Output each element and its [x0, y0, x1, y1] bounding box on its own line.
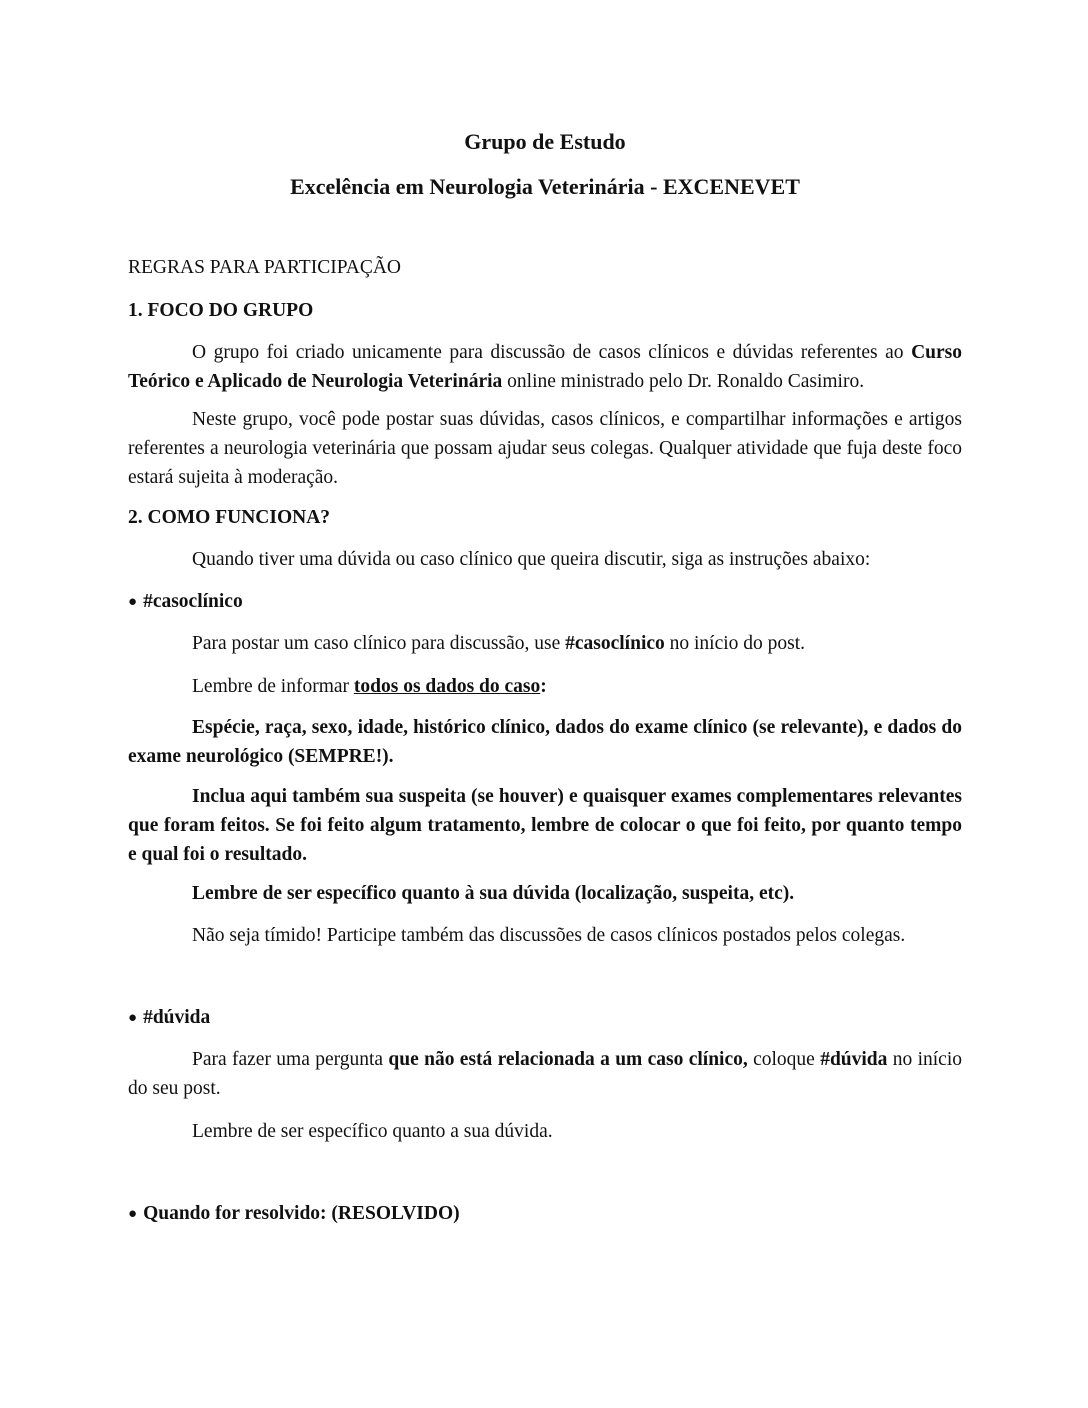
- text-segment: Lembre de informar: [192, 676, 354, 697]
- text-segment: O grupo foi criado unicamente para discussão de casos clínicos e dúvidas referentes ao: [192, 342, 912, 363]
- heading-como-funciona: 2. COMO FUNCIONA?: [128, 507, 331, 528]
- caso-instruction-1: [128, 629, 962, 658]
- text-segment: online ministrado pelo Dr. Ronaldo Casimiro.: [502, 371, 865, 392]
- document-subtitle: Excelência em Neurologia Veterinária - EXCENEVET: [290, 174, 800, 199]
- text-segment: Para postar um caso clínico para discussão, use: [192, 633, 566, 654]
- hashtag-duvida: #dúvida: [820, 1049, 888, 1070]
- bullet-casoclinico: [128, 587, 962, 617]
- text-segment: no início do seu post.: [128, 1049, 962, 1099]
- caso-required-data: Espécie, raça, sexo, idade, histórico clínico, dados do exame clínico (se relevante), e dados do exame neurológico (SEMPRE!).: [128, 717, 962, 767]
- bullet-icon: ●: [128, 1010, 138, 1026]
- text-segment: no início do post.: [664, 633, 806, 654]
- bullet-label: Quando for resolvido: (RESOLVIDO): [143, 1203, 460, 1224]
- bullet-icon: ●: [128, 1206, 138, 1222]
- caso-instruction-2: [128, 672, 962, 701]
- bullet-label: #casoclínico: [143, 591, 243, 612]
- caso-be-specific: Lembre de ser específico quanto à sua dúvida (localização, suspeita, etc).: [192, 883, 795, 904]
- bullet-duvida: [128, 1003, 962, 1033]
- bullet-resolvido: [128, 1199, 962, 1229]
- paragraph-como-funciona-intro: Quando tiver uma dúvida ou caso clínico que queira discutir, siga as instruções abaixo:: [192, 549, 871, 570]
- hashtag-casoclinico: #casoclínico: [565, 633, 665, 654]
- course-name: Curso Teórico e Aplicado de Neurologia Veterinária: [128, 342, 962, 392]
- duvida-instruction: [128, 1045, 962, 1103]
- paragraph-foco-1: [128, 338, 962, 396]
- text-segment: coloque: [747, 1049, 821, 1070]
- text-segment: Para fazer uma pergunta: [192, 1049, 389, 1070]
- document-page: [128, 0, 962, 1408]
- paragraph-foco-2: Neste grupo, você pode postar suas dúvidas, casos clínicos, e compartilhar informações e artigos referentes a neurologia veterinária que possam ajudar seus colegas. Qualquer atividade que fuja deste foco estará sujeita à moderação.: [128, 409, 962, 488]
- caso-participate: Não seja tímido! Participe também das discussões de casos clínicos postados pelos colegas.: [192, 925, 906, 946]
- document-title: Grupo de Estudo: [464, 129, 626, 154]
- heading-foco-do-grupo: 1. FOCO DO GRUPO: [128, 300, 314, 321]
- section-label: REGRAS PARA PARTICIPAÇÃO: [128, 257, 402, 278]
- text-segment: :: [540, 676, 547, 697]
- emphasis-todos-os-dados: todos os dados do caso: [353, 676, 541, 697]
- text-emphasis: que não está relacionada a um caso clínico,: [388, 1049, 748, 1070]
- caso-suspicion-paragraph: Inclua aqui também sua suspeita (se houver) e quaisquer exames complementares relevantes que foram feitos. Se foi feito algum tratamento, lembre de colocar o que foi feito, por quanto tempo e qual foi o resultado.: [128, 786, 962, 865]
- bullet-label: #dúvida: [143, 1007, 211, 1028]
- duvida-be-specific: Lembre de ser específico quanto a sua dúvida.: [192, 1121, 553, 1142]
- bullet-icon: ●: [128, 594, 138, 610]
